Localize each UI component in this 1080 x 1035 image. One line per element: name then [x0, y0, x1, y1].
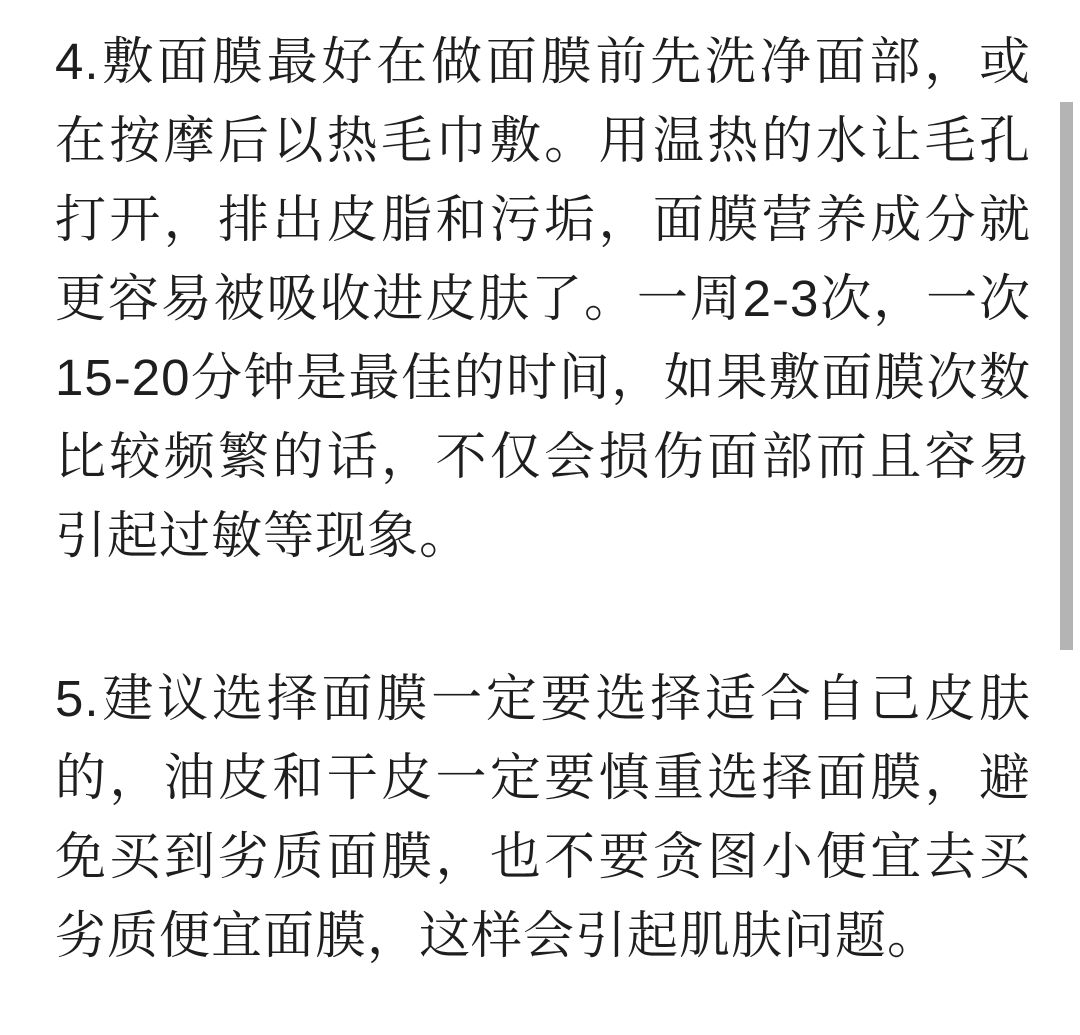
paragraph-tip-4: 4.敷面膜最好在做面膜前先洗净面部，或在按摩后以热毛巾敷。用温热的水让毛孔打开，排出皮脂和污垢，面膜营养成分就更容易被吸收进皮肤了。一周2-3次，一次15-20分钟是最佳的时间，如果敷面膜次数比较频繁的话，不仅会损伤面部而且容易引起过敏等现象。 — [55, 33, 1031, 564]
paragraph-tip-5: 5.建议选择面膜一定要选择适合自己皮肤的，油皮和干皮一定要慎重选择面膜，避免买到劣质面膜，也不要贪图小便宜去买劣质便宜面膜，这样会引起肌肤问题。 — [55, 670, 1031, 964]
article-body — [55, 22, 1031, 975]
vertical-scrollbar-thumb[interactable] — [1060, 102, 1073, 650]
